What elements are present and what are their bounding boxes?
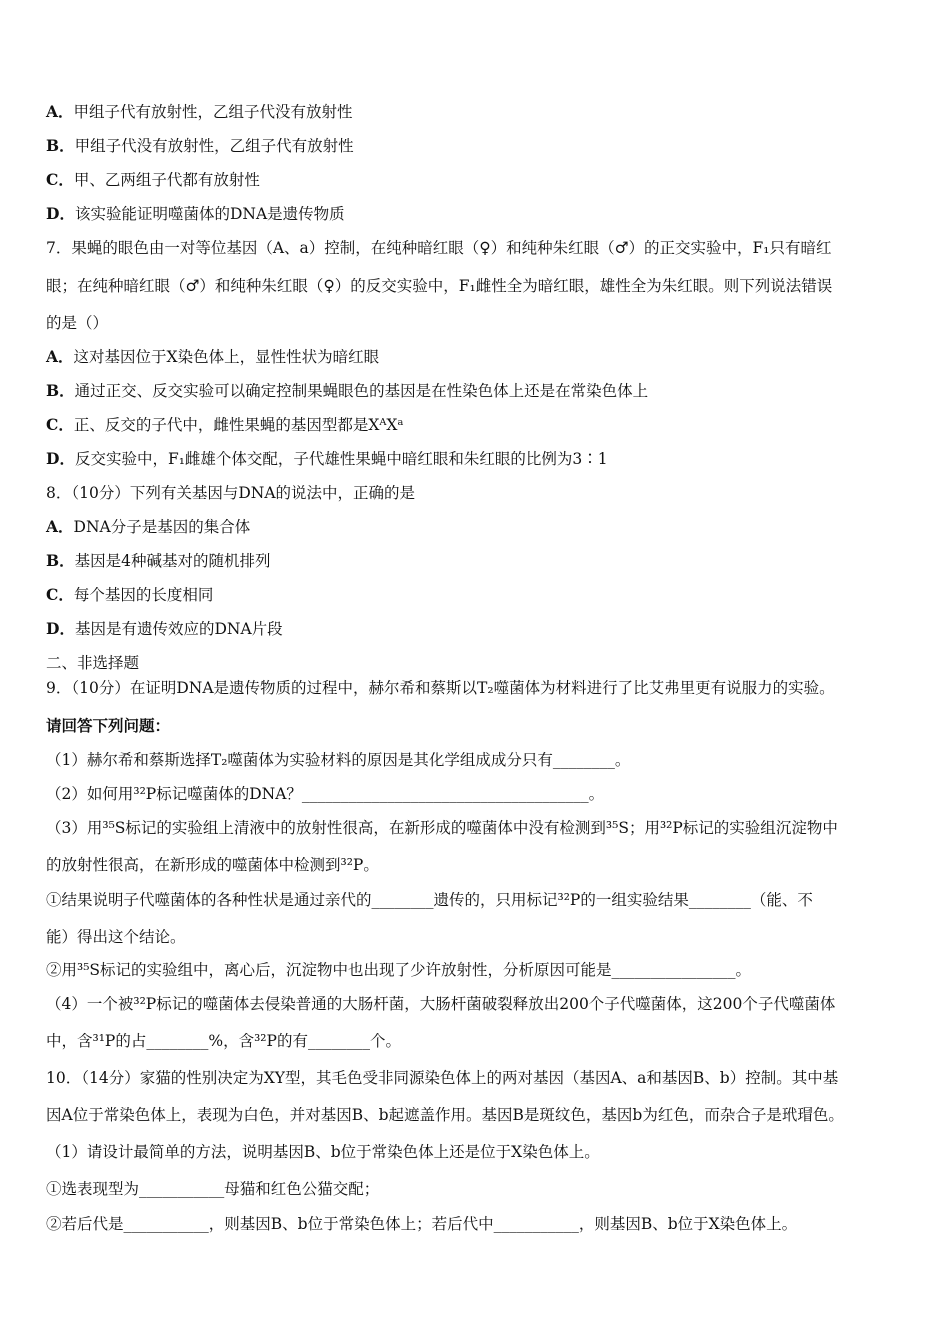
option-letter: C． [46,415,74,434]
q8-option-b [46,551,910,571]
q9-stem: 9．（10分）在证明DNA是遗传物质的过程中，赫尔希和蔡斯以T₂噬菌体为材料进行了比艾弗里更有说服力的实验。 [46,679,835,697]
option-text: DNA分子是基因的集合体 [73,518,251,536]
section-heading: 二、非选择题 [46,654,140,672]
q8-stem: 8．（10分）下列有关基因与DNA的说法中，正确的是 [46,484,416,502]
option-text: 该实验能证明噬菌体的DNA是遗传物质 [74,205,345,223]
q10-stem-line-2: 因A位于常染色体上，表现为白色，并对基因B、b起遮盖作用。基因B是斑纹色，基因b为红色，而杂合子是玳瑁色。 [46,1106,844,1124]
option-text: 这对基因位于X染色体上，显性性状为暗红眼 [73,348,380,366]
option-letter: C． [46,585,74,604]
q10-part-1-item-2: ②若后代是___________，则基因B、b位于常染色体上；若后代中___________，则基因B、b位于X染色体上。 [46,1215,798,1233]
q7-option-b [46,381,910,401]
option-letter: D． [46,204,75,223]
option-text: 基因是4种碱基对的随机排列 [74,552,271,570]
q6-option-c [46,170,910,190]
option-text: 反交实验中，F₁雌雄个体交配，子代雄性果蝇中暗红眼和朱红眼的比例为3∶1 [74,450,608,468]
q9-part-2: （2）如何用³²P标记噬菌体的DNA？_____________________________________。 [46,785,605,803]
q7-stem-line-1: 7．果蝇的眼色由一对等位基因（A、a）控制，在纯种暗红眼（♀）和纯种朱红眼（♂）的正交实验中，F₁只有暗红 [46,239,832,257]
q10-stem-line-1: 10．（14分）家猫的性别决定为XY型，其毛色受非同源染色体上的两对基因（基因A、a和基因B、b）控制。其中基 [46,1069,839,1087]
q9-part-3-line-1: （3）用³⁵S标记的实验组上清液中的放射性很高，在新形成的噬菌体中没有检测到³⁵S；用³²P标记的实验组沉淀物中 [46,819,838,837]
option-text: 甲组子代没有放射性，乙组子代有放射性 [74,137,354,155]
q7-option-c [46,415,910,435]
option-letter: A． [46,517,74,536]
q8-option-a [46,517,910,537]
option-letter: A． [46,347,74,366]
q9-intro: 请回答下列问题： [46,716,171,735]
q9-part-3-item-1-line-1: ①结果说明子代噬菌体的各种性状是通过亲代的________遗传的，只用标记³²P的一组实验结果________（能、不 [46,891,813,909]
q7-option-d [46,449,910,469]
option-text: 每个基因的长度相同 [73,586,214,604]
q8-option-d [46,619,910,639]
q7-option-a [46,347,910,367]
option-letter: D． [46,449,75,468]
q9-part-1: （1）赫尔希和蔡斯选择T₂噬菌体为实验材料的原因是其化学组成成分只有________。 [46,751,631,769]
option-letter: D． [46,619,75,638]
q9-part-4-line-2: 中，含³¹P的占________%，含³²P的有________个。 [46,1032,401,1050]
q9-part-4-line-1: （4）一个被³²P标记的噬菌体去侵染普通的大肠杆菌，大肠杆菌破裂释放出200个子代噬菌体，这200个子代噬菌体 [46,995,836,1013]
q8-option-c [46,585,910,605]
option-text: 甲组子代有放射性，乙组子代没有放射性 [73,103,353,121]
option-text: 通过正交、反交实验可以确定控制果蝇眼色的基因是在性染色体上还是在常染色体上 [74,382,649,400]
q6-option-a [46,102,910,122]
q10-part-1: （1）请设计最简单的方法，说明基因B、b位于常染色体上还是位于X染色体上。 [46,1143,600,1161]
option-text: 甲、乙两组子代都有放射性 [73,171,260,189]
q9-part-3-item-1-line-2: 能）得出这个结论。 [46,928,186,946]
q7-stem-line-2: 眼；在纯种暗红眼（♂）和纯种朱红眼（♀）的反交实验中，F₁雌性全为暗红眼，雄性全为朱红眼。则下列说法错误 [46,277,833,295]
option-letter: B． [46,551,75,570]
q6-option-d [46,204,910,224]
q9-part-3-line-2: 的放射性很高，在新形成的噬菌体中检测到³²P。 [46,856,379,874]
option-text: 正、反交的子代中，雌性果蝇的基因型都是XᴬXᵃ [73,416,404,434]
option-letter: C． [46,170,74,189]
option-letter: B． [46,136,75,155]
option-text: 基因是有遗传效应的DNA片段 [74,620,283,638]
option-letter: B． [46,381,75,400]
q6-option-b [46,136,910,156]
q9-part-3-item-2: ②用³⁵S标记的实验组中，离心后，沉淀物中也出现了少许放射性，分析原因可能是________________。 [46,961,752,979]
option-letter: A． [46,102,74,121]
q10-part-1-item-1: ①选表现型为___________母猫和红色公猫交配； [46,1180,380,1198]
q7-stem-line-3: 的是（） [46,314,109,332]
